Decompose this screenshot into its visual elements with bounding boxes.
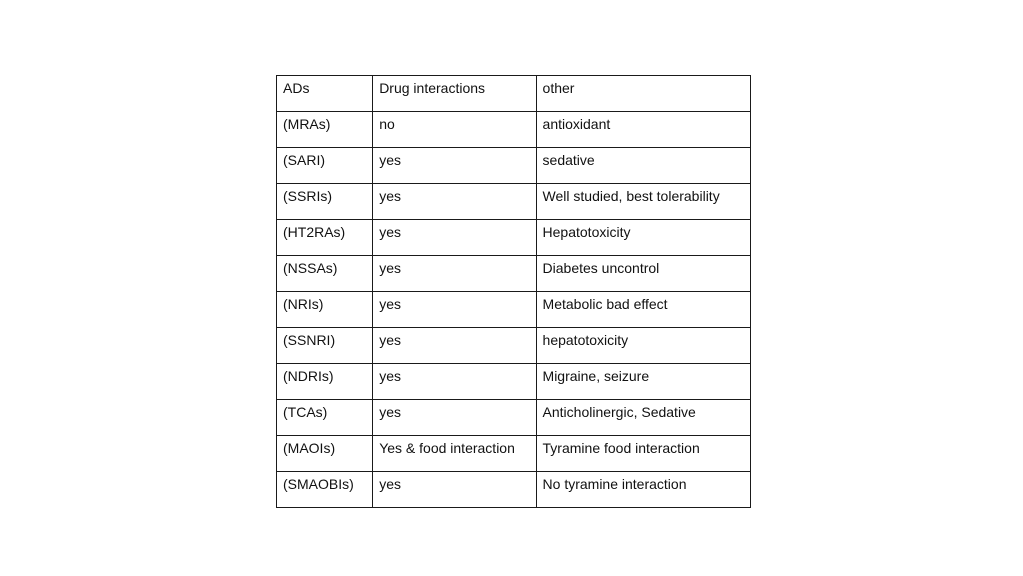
cell-ad: (NSSAs) — [277, 256, 373, 292]
table-row — [277, 220, 751, 256]
cell-ad: (MRAs) — [277, 112, 373, 148]
cell-ad: (SMAOBIs) — [277, 472, 373, 508]
table-row — [277, 472, 751, 508]
table-row — [277, 256, 751, 292]
table-row — [277, 148, 751, 184]
cell-other: No tyramine interaction — [536, 472, 750, 508]
table-header-row — [277, 76, 751, 112]
cell-drug-interaction: yes — [373, 328, 536, 364]
cell-other: Tyramine food interaction — [536, 436, 750, 472]
cell-other: hepatotoxicity — [536, 328, 750, 364]
table-row — [277, 364, 751, 400]
cell-drug-interaction: yes — [373, 184, 536, 220]
cell-ad: (HT2RAs) — [277, 220, 373, 256]
cell-drug-interaction: yes — [373, 256, 536, 292]
table-row — [277, 112, 751, 148]
cell-drug-interaction: yes — [373, 364, 536, 400]
cell-other: Diabetes uncontrol — [536, 256, 750, 292]
header-cell-ads: ADs — [277, 76, 373, 112]
antidepressant-table — [276, 75, 751, 508]
cell-other: sedative — [536, 148, 750, 184]
cell-drug-interaction: yes — [373, 220, 536, 256]
table-row — [277, 436, 751, 472]
cell-ad: (SARI) — [277, 148, 373, 184]
cell-ad: (SSRIs) — [277, 184, 373, 220]
cell-drug-interaction: yes — [373, 400, 536, 436]
cell-ad: (MAOIs) — [277, 436, 373, 472]
cell-drug-interaction: yes — [373, 148, 536, 184]
table-row — [277, 328, 751, 364]
table-row — [277, 400, 751, 436]
cell-drug-interaction: no — [373, 112, 536, 148]
cell-other: Migraine, seizure — [536, 364, 750, 400]
header-cell-other: other — [536, 76, 750, 112]
cell-other: Metabolic bad effect — [536, 292, 750, 328]
cell-ad: (TCAs) — [277, 400, 373, 436]
cell-other: Hepatotoxicity — [536, 220, 750, 256]
header-cell-drug-interactions: Drug interactions — [373, 76, 536, 112]
cell-drug-interaction: yes — [373, 472, 536, 508]
cell-ad: (SSNRI) — [277, 328, 373, 364]
table-row — [277, 292, 751, 328]
cell-other: Well studied, best tolerability — [536, 184, 750, 220]
cell-other: Anticholinergic, Sedative — [536, 400, 750, 436]
cell-drug-interaction: yes — [373, 292, 536, 328]
cell-ad: (NRIs) — [277, 292, 373, 328]
cell-ad: (NDRIs) — [277, 364, 373, 400]
cell-drug-interaction: Yes & food interaction — [373, 436, 536, 472]
cell-other: antioxidant — [536, 112, 750, 148]
table-row — [277, 184, 751, 220]
